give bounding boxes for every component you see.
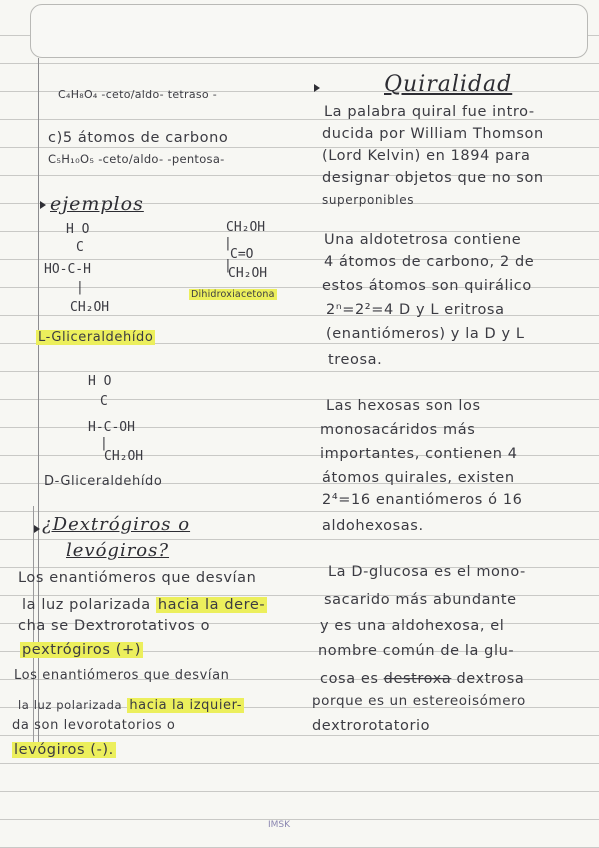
dgly-line-3: H-C-OH: [88, 420, 135, 435]
p1-line-2: ducida por William Thomson: [322, 126, 544, 142]
dha-line-2: |: [224, 236, 232, 251]
p4-line-6: porque es un estereoisómero: [312, 693, 526, 709]
l-glyceraldehyde-label: L-Gliceraldehído: [38, 330, 154, 345]
p1-line-1: La palabra quiral fue intro-: [324, 104, 535, 120]
p2-line-1: Una aldotetrosa contiene: [324, 232, 522, 248]
p1-line-3: (Lord Kelvin) en 1894 para: [322, 148, 531, 164]
para-line-1: Los enantiómeros que desvían: [18, 570, 257, 586]
bullet-icon: [40, 201, 46, 209]
gly-line-2: C: [76, 240, 84, 255]
question-line-2: levógiros?: [66, 540, 170, 561]
p3-line-4: átomos quirales, existen: [322, 470, 515, 486]
p4-line-5: cosa es destroxa dextrosa: [320, 671, 525, 687]
p2-line-6: treosa.: [328, 352, 383, 368]
para-line-7: da son levorotatorios o: [12, 718, 176, 733]
examples-heading: ejemplos: [50, 193, 144, 215]
dha-line-3: C=O: [230, 247, 254, 262]
p3-line-5: 2⁴=16 enantiómeros ó 16: [322, 492, 523, 508]
dihydroxyacetone-label: Dihidroxiacetona: [191, 289, 275, 300]
dgly-line-1: H O: [88, 374, 112, 389]
dha-line-5: CH₂OH: [228, 266, 268, 281]
gly-line-3: HO-C-H: [44, 262, 91, 277]
bullet-icon: [314, 84, 320, 92]
dgly-line-4: |: [100, 436, 108, 451]
p2-line-4: 2ⁿ=2²=4 D y L eritrosa: [326, 302, 505, 318]
formula-pentose: C₅H₁₀O₅ -ceto/aldo- -pentosa-: [48, 152, 225, 166]
bullet-icon: [34, 525, 40, 533]
struck-word: destroxa: [383, 671, 452, 687]
dgly-line-5: CH₂OH: [104, 449, 144, 464]
p2-line-3: estos átomos son quirálico: [322, 278, 532, 294]
dha-line-4: |: [224, 258, 232, 273]
p4-line-3: y es una aldohexosa, el: [320, 618, 505, 634]
d-glyceraldehyde-label: D-Gliceraldehído: [44, 474, 163, 489]
dha-line-1: CH₂OH: [226, 220, 266, 235]
p2-line-2: 4 átomos de carbono, 2 de: [324, 254, 535, 270]
para-line-3: cha se Dextrorotativos o: [18, 618, 211, 634]
p3-line-2: monosacáridos más: [320, 422, 476, 438]
p4-line-4: nombre común de la glu-: [318, 643, 515, 659]
p4-line-1: La D-glucosa es el mono-: [328, 564, 526, 580]
para-line-5: Los enantiómeros que desvían: [14, 668, 230, 683]
para-line-8: levógiros (-).: [14, 742, 114, 758]
dgly-line-2: C: [100, 394, 108, 409]
para-line-6: la luz polarizada hacia la izquier-: [18, 698, 243, 713]
header-box: [30, 4, 588, 58]
p3-line-6: aldohexosas.: [322, 518, 424, 534]
footer-stamp: IMSK: [268, 820, 291, 830]
p1-line-4: designar objetos que no son: [322, 170, 544, 186]
para-line-2: la luz polarizada hacia la dere-: [22, 597, 266, 613]
p1-line-5: superponibles: [322, 193, 415, 207]
p4-line-7: dextrorotatorio: [312, 718, 431, 734]
para-line-4: pextrógiros (+): [22, 642, 142, 658]
formula-tetrose: C₄H₈O₄ -ceto/aldo- tetraso -: [58, 88, 218, 101]
gly-line-1: H O: [66, 222, 90, 237]
p4-line-2: sacarido más abundante: [324, 592, 517, 608]
page-title: Quiralidad: [384, 72, 513, 97]
question-line-1: ¿Dextrógiros o: [42, 514, 191, 535]
gly-line-4: |: [76, 280, 84, 295]
p2-line-5: (enantiómeros) y la D y L: [326, 326, 525, 342]
p3-line-1: Las hexosas son los: [326, 398, 481, 414]
carbon-five-line: c)5 átomos de carbono: [48, 130, 229, 146]
gly-line-5: CH₂OH: [70, 300, 110, 315]
p3-line-3: importantes, contienen 4: [320, 446, 518, 462]
